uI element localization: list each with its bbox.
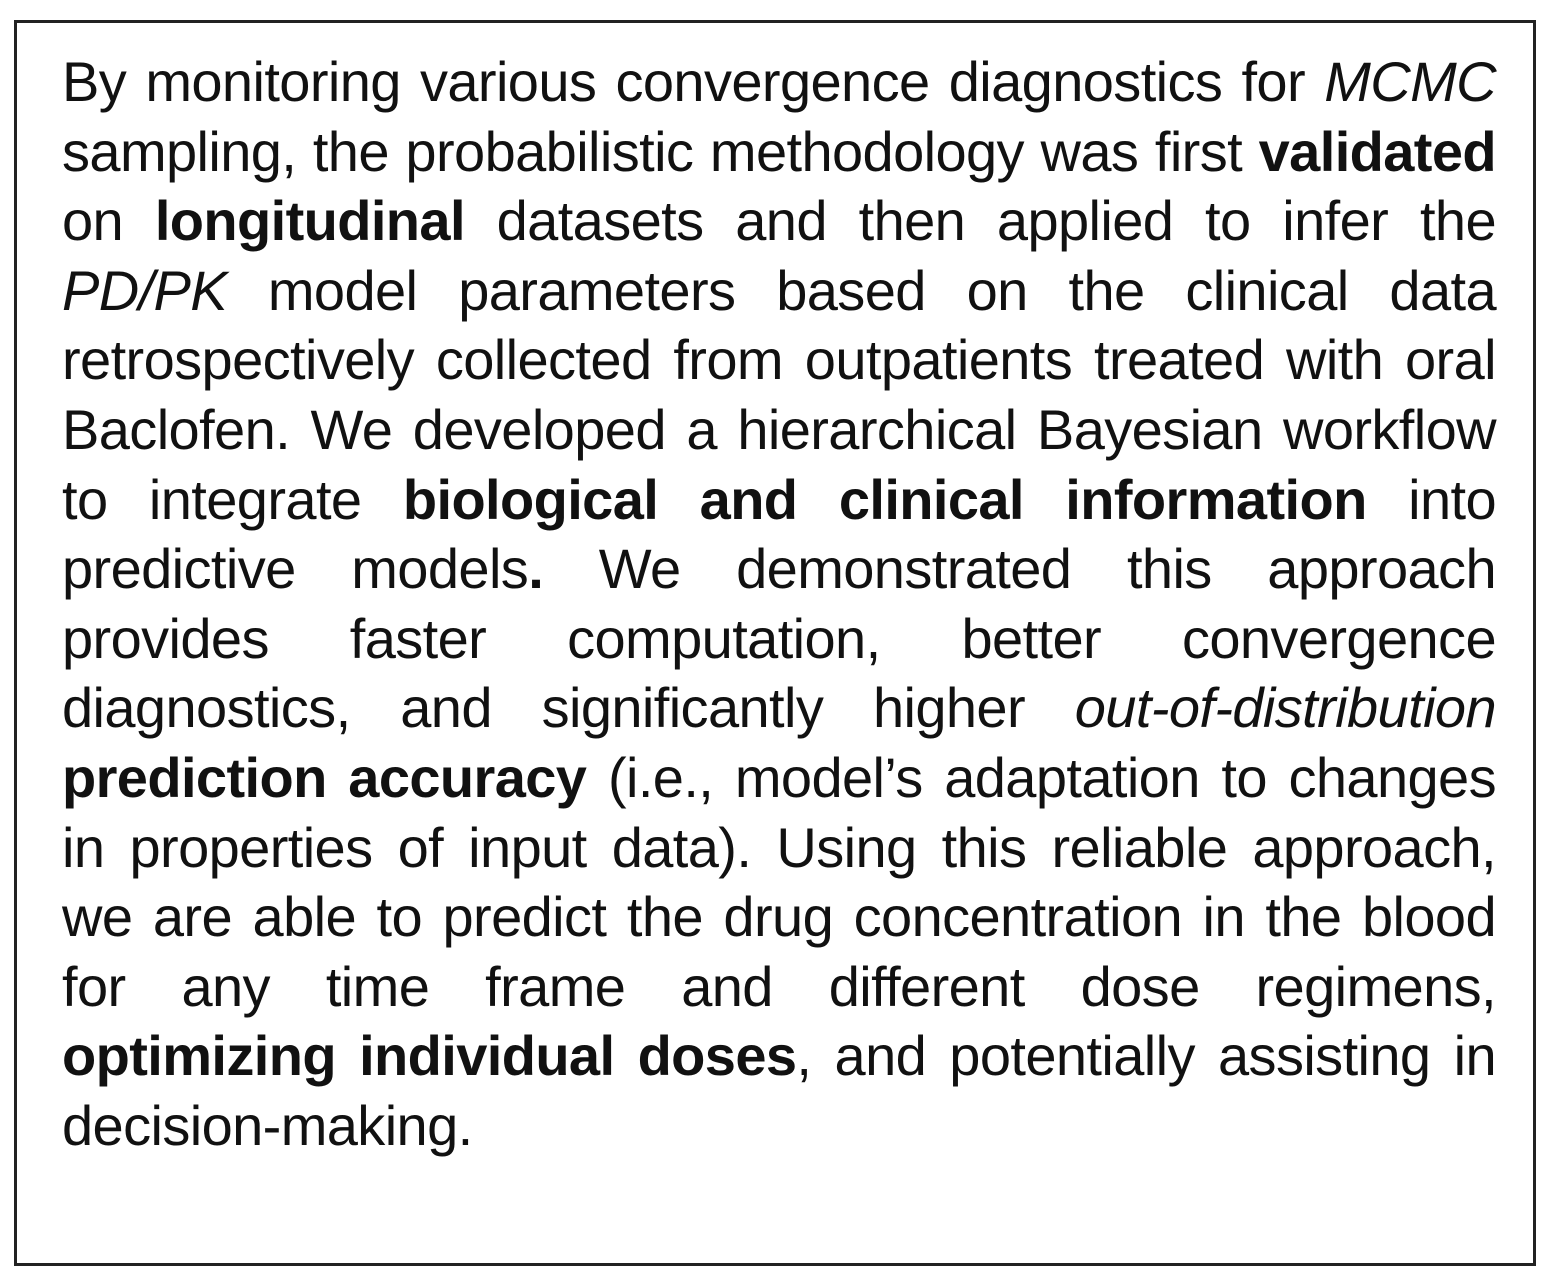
- abstract-box: [14, 20, 1536, 1266]
- text-segment: We demonstrated this approach provides faster computation, better convergence diagnostics, and significantly higher: [62, 537, 1496, 740]
- text-segment: By monitoring various convergence diagnostics for: [62, 50, 1325, 113]
- text-segment: datasets and then applied to infer the: [464, 189, 1496, 253]
- text-segment: , and potentially assisting in decision-making.: [62, 1024, 1496, 1157]
- text-segment-bold: biological and clinical information: [402, 467, 1367, 531]
- text-segment: into predictive models: [62, 467, 1496, 601]
- text-segment-italic: MCMC: [1324, 50, 1496, 113]
- text-segment: sampling, the probabilistic methodology was first: [62, 119, 1259, 183]
- text-segment-bold: longitudinal: [154, 189, 465, 253]
- text-segment-italic: out-of-distribution: [1074, 676, 1496, 740]
- text-segment-italic: PD/PK: [62, 258, 228, 322]
- text-segment: model parameters based on the clinical data retrospectively collected from outpatients treated with oral Baclofen. We developed a hierarchical Bayesian workflow to integrate: [62, 258, 1496, 531]
- abstract-paragraph: [62, 47, 1496, 1161]
- text-segment: (i.e., model’s adaptation to changes in properties of input data). Using this reliable approach, we are able to predict the drug concentration in the blood for any time frame and different dose regimens,: [62, 745, 1496, 1018]
- text-segment: on: [62, 189, 155, 253]
- text-segment-bold: validated: [1258, 119, 1496, 183]
- text-segment-bold: prediction accuracy: [62, 745, 587, 809]
- text-segment-bold: .: [528, 537, 544, 601]
- text-segment-bold: optimizing individual doses: [62, 1024, 797, 1088]
